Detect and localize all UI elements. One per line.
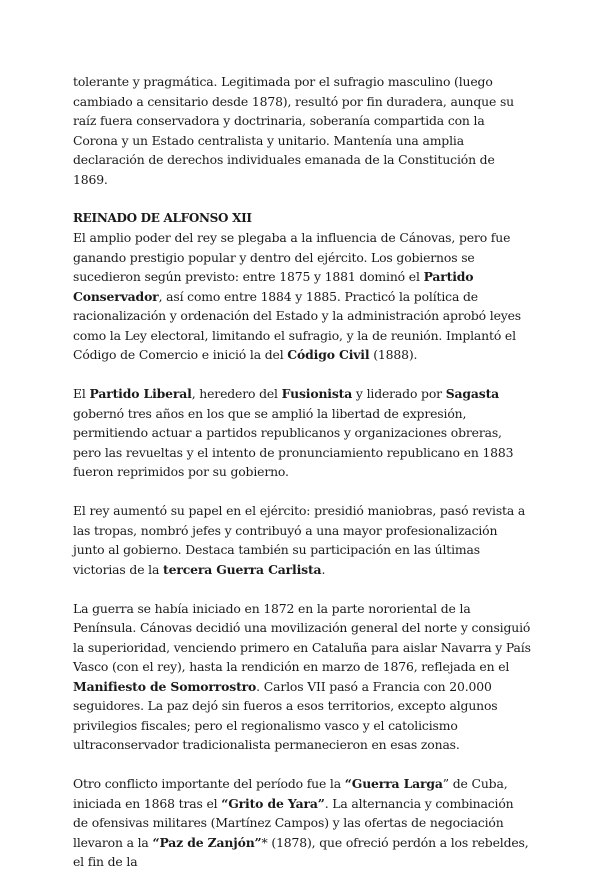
paragraph-liberal-party: El Partido Liberal, heredero del Fusionista y liderado por Sagasta gobernó tres años en los que se amplió la libertad de expresión, permitiendo actuar a partidos republicanos y organizaciones obreras, pero las revueltas y el intento de pronunciamiento republicano en 1883 fueron reprimidos por su gobierno.: [73, 386, 514, 479]
bold-term: Código Civil: [287, 347, 370, 362]
bold-term: “Guerra Larga: [344, 776, 443, 791]
paragraph-king-army: El rey aumentó su papel en el ejército: presidió maniobras, pasó revista a las tropas, nombró jefes y contribuyó a una mayor profesionalización junto al gobierno. Destaca también su participación en las últimas victorias de la tercera Guerra Carlista.: [73, 503, 526, 577]
bold-term: Partido Conservador: [73, 269, 474, 304]
paragraph-carlist-war: La guerra se había iniciado en 1872 en la parte nororiental de la Península. Cánovas decidió una movilización general del norte y consiguió la superioridad, venciendo primero en Cataluña para aislar Navarra y País Vasco (con el rey), hasta la rendición en marzo de 1876, reflejada en el Manifiesto de Somorrostro. Carlos VII pasó a Francia con 20.000 seguidores. La paz dejó sin fueros a esos territorios, excepto algunos privilegios fiscales; pero el regionalismo vasco y el catolicismo ultraconservador tradicionalista permanecieron en esas zonas.: [73, 600, 531, 752]
bold-term: Fusionista: [281, 386, 353, 401]
paragraph-constitution-summary: tolerante y pragmática. Legitimada por el sufragio masculino (luego cambiado a censitario desde 1878), resultó por fin duradera, aunque su raíz fuera conservadora y doctrinaria, soberanía compartida con la Corona y un Estado centralista y unitario. Mantenía una amplia declaración de derechos individuales emanada de la Constitución de 1869.: [73, 74, 515, 187]
bold-term: Manifiesto de Somorrostro: [73, 678, 257, 694]
section-heading: REINADO DE ALFONSO XII: [73, 210, 252, 225]
bold-term: “Paz de Zanjón”: [152, 834, 262, 850]
paragraph-king-power: El amplio poder del rey se plegaba a la influencia de Cánovas, pero fue ganando prestigio popular y dentro del ejército. Los gobiernos se sucedieron según previsto: entre 1875 y 1881 dominó el Partido Conservador, así como entre 1884 y 1885. Practicó la política de racionalización y ordenación del Estado y la administración aprobó leyes como la Ley electoral, limitando el sufragio, y la de reunión. Implantó el Código de Comercio e inició la del Código Civil (1888).: [73, 230, 522, 362]
bold-term: Sagasta: [445, 386, 500, 401]
bold-term: Partido Liberal: [89, 386, 192, 401]
paragraph-cuba-war: Otro conflicto importante del período fue la “Guerra Larga” de Cuba, iniciada en 1868 tras el “Grito de Yara”. La alternancia y combinación de ofensivas militares (Martínez Campos) y las ofertas de negociación llevaron a la “Paz de Zanjón”* (1878), que ofreció perdón a los rebeldes, el fin de la: [73, 776, 529, 869]
bold-term: “Grito de Yara”: [221, 795, 325, 811]
bold-term: tercera Guerra Carlista: [163, 561, 322, 577]
